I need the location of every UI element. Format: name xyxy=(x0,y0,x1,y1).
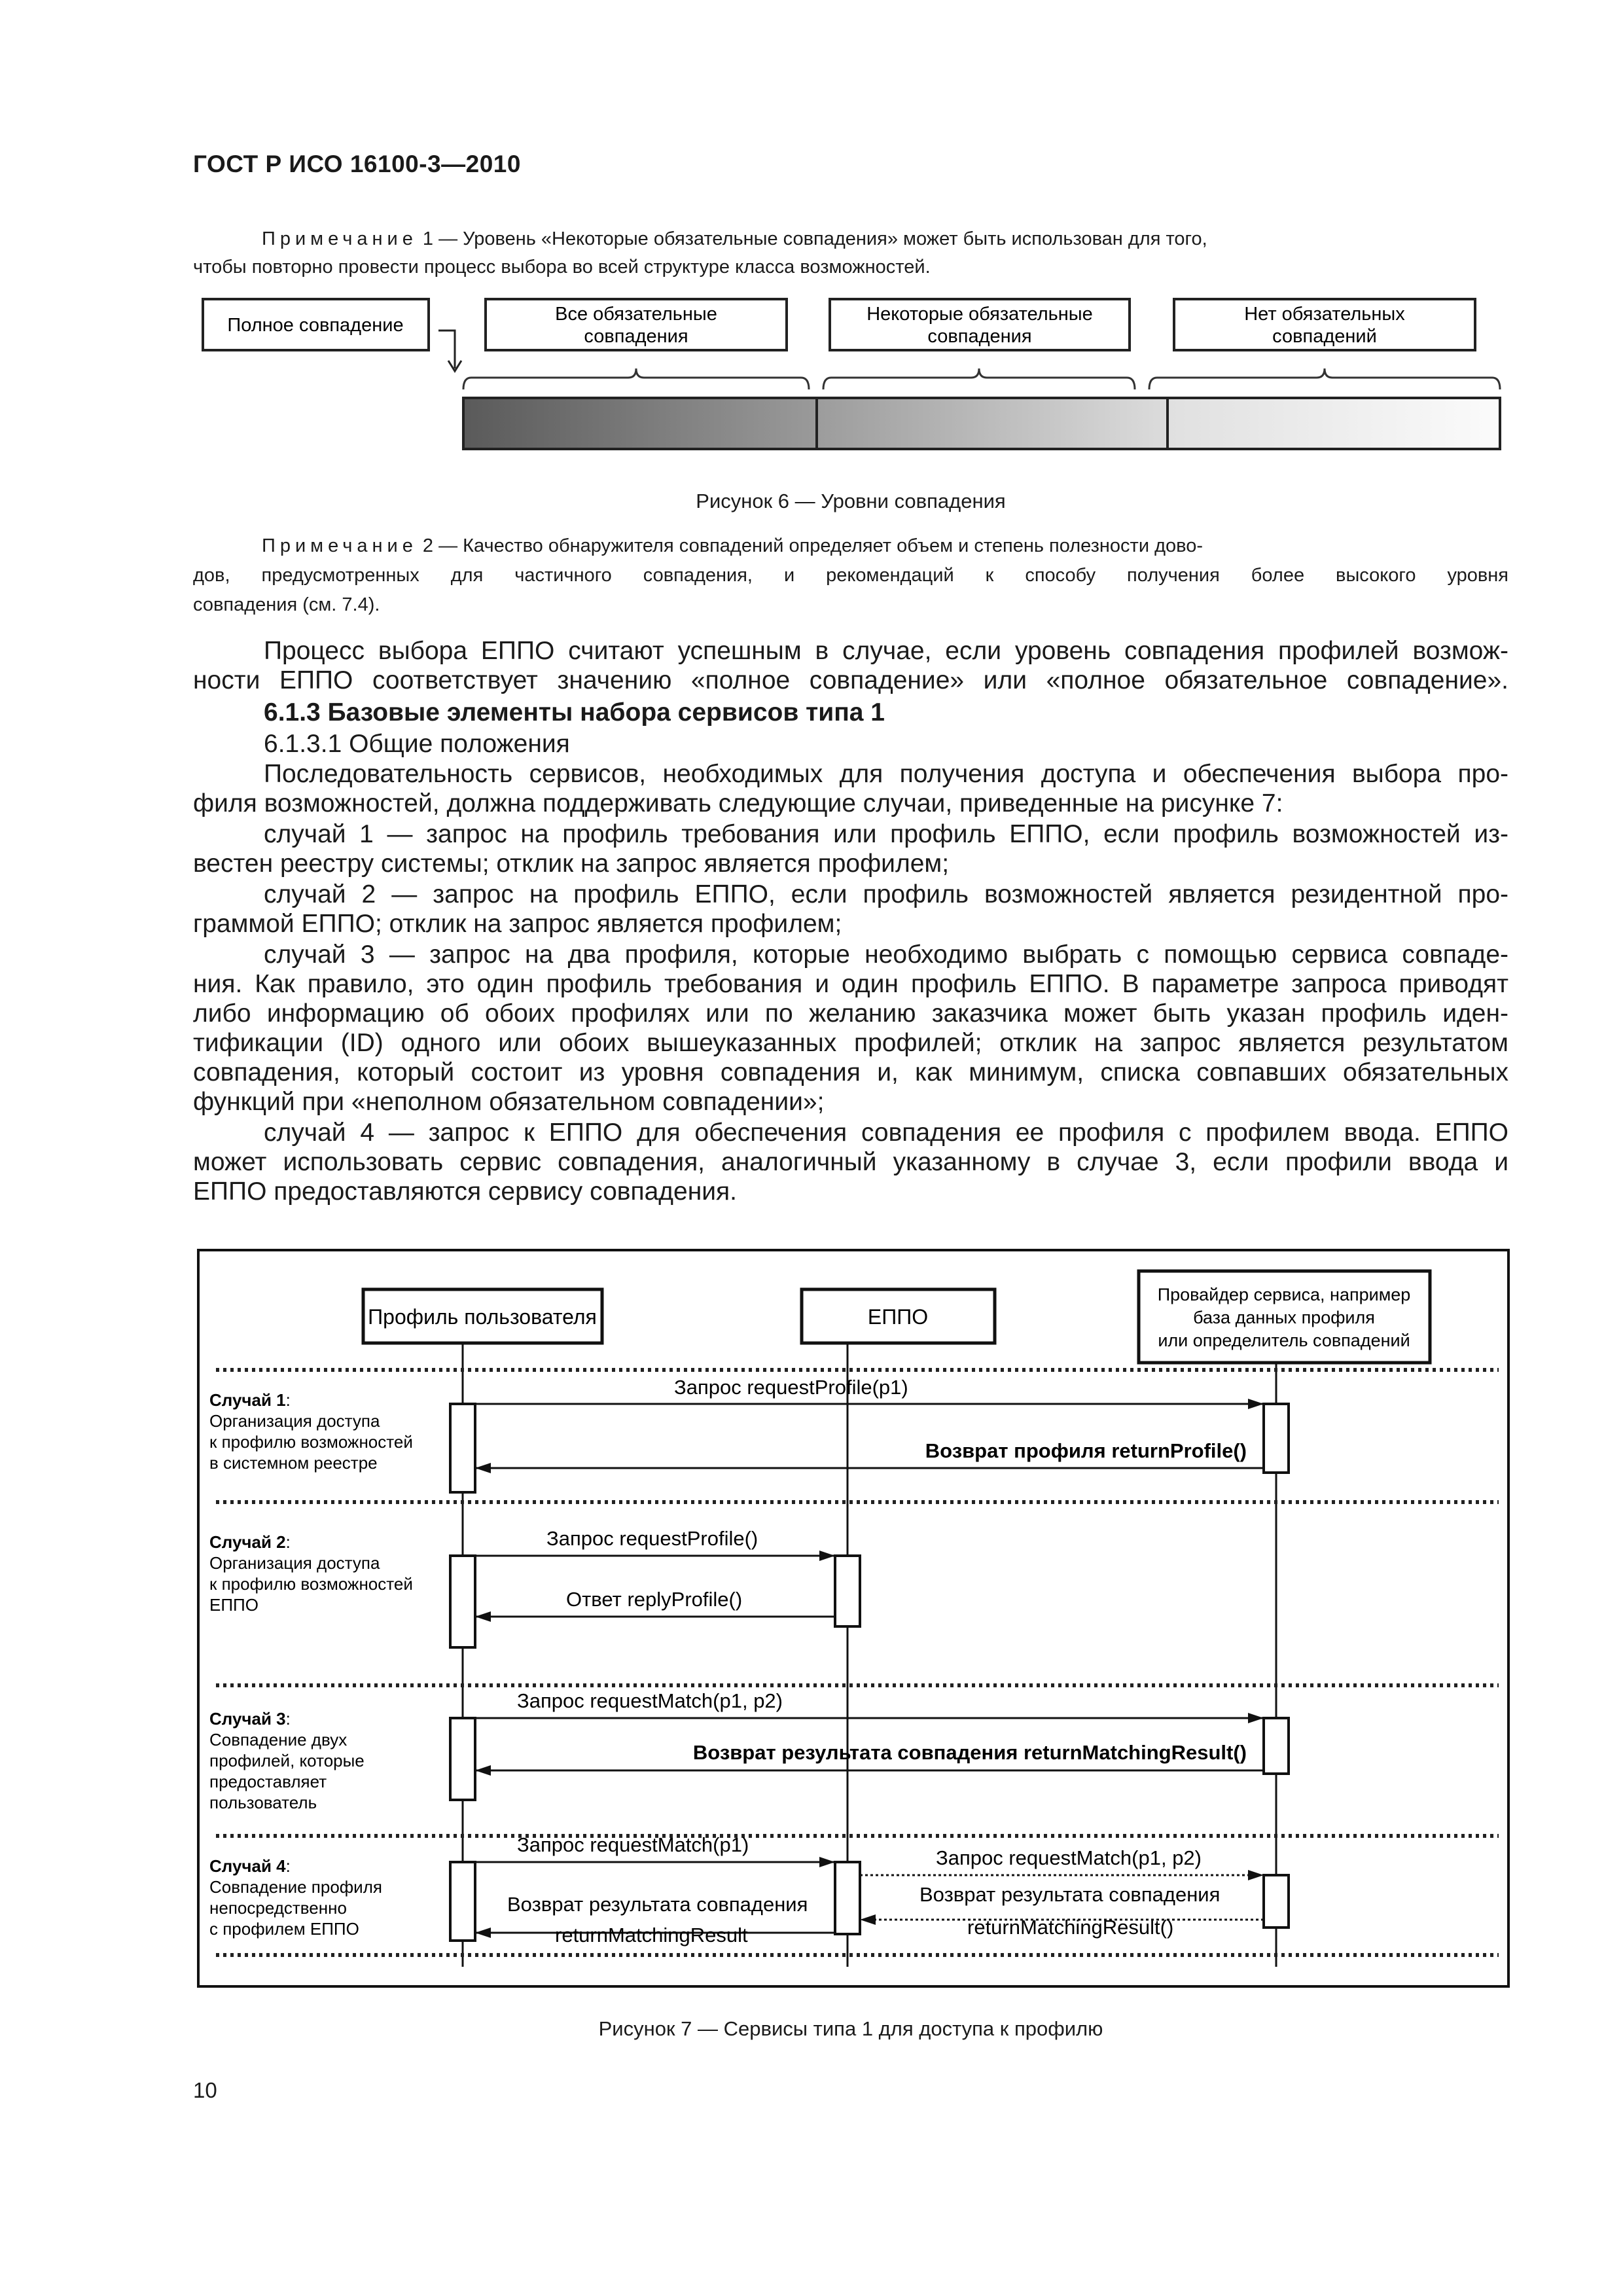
message-label: Ответ replyProfile() xyxy=(566,1588,743,1611)
svg-text:Нет обязательных: Нет обязательных xyxy=(1244,304,1405,325)
para-2-line-2: филя возможностей, должна поддерживать следующие случаи, приведенные на рисунке 7: xyxy=(193,789,1283,817)
case-1-line-2: вестен реестру системы; отклик на запрос является профилем; xyxy=(193,850,950,878)
level-box-all-mandatory xyxy=(486,299,787,350)
para-1-line-2: ности ЕППО соответствует значению «полное совпадение» или «полное обязательное совпадение». xyxy=(193,666,1508,694)
svg-text:Полное совпадение: Полное совпадение xyxy=(227,315,404,336)
note-2-line-2: дов, предусмотренных для частичного совпадения, и рекомендаций к способу получения более высокого уровня xyxy=(193,565,1508,586)
case-1-line-1: случай 1 — запрос на профиль требования или профиль ЕППО, если профиль возможностей из- xyxy=(264,820,1508,848)
message-label: Запрос requestMatch(p1, p2) xyxy=(517,1689,783,1712)
svg-text:Организация доступа: Организация доступа xyxy=(209,1411,380,1431)
figure-7-sequence-diagram xyxy=(193,1247,1515,1993)
svg-text:ЕППО: ЕППО xyxy=(867,1305,929,1329)
note-label: Примечание xyxy=(262,228,418,249)
activation-user-case-3 xyxy=(450,1718,475,1800)
figure-7-caption: Рисунок 7 — Сервисы типа 1 для доступа к профилю xyxy=(598,2017,1103,2040)
case-3-line-3: либо информацию об обоих профилях или по желанию заказчика может быть указан профиль иден- xyxy=(193,999,1508,1028)
activation-user-case-1 xyxy=(450,1404,475,1492)
subsection-heading: 6.1.3.1 Общие положения xyxy=(264,730,570,758)
activation-provider-case-1 xyxy=(1264,1404,1289,1473)
level-box-some-mandatory xyxy=(830,299,1130,350)
message-label: Запрос requestProfile() xyxy=(546,1527,758,1550)
message-label: Возврат результата совпадения returnMatchingResult() xyxy=(692,1741,1247,1764)
svg-text:в системном реестре: в системном реестре xyxy=(209,1453,378,1473)
figure-6-caption: Рисунок 6 — Уровни совпадения xyxy=(696,490,1006,512)
activation-eppo-case-4 xyxy=(835,1862,860,1934)
case-3-line-2: ния. Как правило, это один профиль требования и один профиль ЕППО. В параметре запроса приводят xyxy=(193,970,1508,998)
activation-eppo-case-2 xyxy=(835,1556,860,1626)
braces xyxy=(463,368,1500,389)
svg-text:к профилю возможностей: к профилю возможностей xyxy=(209,1574,413,1594)
activation-provider-case-3 xyxy=(1264,1718,1289,1774)
message-label: returnMatchingResult xyxy=(555,1924,748,1946)
note-2-line-3: совпадения (см. 7.4). xyxy=(193,594,380,615)
svg-text:пользователь: пользователь xyxy=(209,1793,317,1812)
message-label: Возврат результата совпадения xyxy=(919,1883,1221,1906)
page-header: ГОСТ Р ИСО 16100-3—2010 xyxy=(193,151,521,177)
page-number: 10 xyxy=(193,2078,217,2102)
arrow-connector xyxy=(438,331,455,368)
svg-text:Случай 1:: Случай 1: xyxy=(209,1390,291,1410)
svg-text:Случай 3:: Случай 3: xyxy=(209,1709,291,1729)
actor-service-provider xyxy=(1139,1271,1430,1363)
svg-text:Совпадение профиля: Совпадение профиля xyxy=(209,1877,382,1897)
activation-user-case-4 xyxy=(450,1862,475,1941)
message-label: Возврат профиля returnProfile() xyxy=(925,1439,1247,1462)
message-label: Запрос requestProfile(p1) xyxy=(674,1376,908,1399)
case-3-line-4: тификации (ID) одного или обоих вышеуказанных профилей; отклик на запрос является результатом xyxy=(193,1029,1508,1057)
svg-text:с профилем ЕППО: с профилем ЕППО xyxy=(209,1919,359,1939)
case-2-line-2: граммой ЕППО; отклик на запрос является профилем; xyxy=(193,910,842,938)
note-1-line-2: чтобы повторно провести процесс выбора во всей структуре класса возможностей. xyxy=(193,257,931,278)
svg-text:или определитель совпадений: или определитель совпадений xyxy=(1158,1331,1410,1350)
para-1-line-1: Процесс выбора ЕППО считают успешным в случае, если уровень совпадения профилей возмож- xyxy=(264,637,1508,665)
svg-text:совпадения: совпадения xyxy=(927,326,1032,347)
case-4-line-3: ЕППО предоставляются сервису совпадения. xyxy=(193,1177,738,1206)
svg-text:Профиль пользователя: Профиль пользователя xyxy=(368,1305,597,1329)
svg-text:Случай 4:: Случай 4: xyxy=(209,1856,291,1876)
level-box-full-match xyxy=(203,299,429,350)
case-2-line-1: случай 2 — запрос на профиль ЕППО, если профиль возможностей является резидентной про- xyxy=(264,880,1508,908)
svg-text:Организация доступа: Организация доступа xyxy=(209,1553,380,1573)
message-label: Возврат результата совпадения xyxy=(507,1893,808,1916)
activation-provider-case-4 xyxy=(1264,1875,1289,1928)
case-3-line-6: функций при «неполном обязательном совпадении»; xyxy=(193,1088,825,1116)
svg-text:совпадений: совпадений xyxy=(1272,326,1377,347)
message-label: Запрос requestMatch(p1, p2) xyxy=(936,1846,1202,1869)
svg-text:совпадения: совпадения xyxy=(584,326,688,347)
case-3-line-5: совпадения, который состоит из уровня совпадения и, как минимум, списка совпавших обязательных xyxy=(193,1058,1508,1086)
svg-text:база данных профиля: база данных профиля xyxy=(1193,1308,1375,1327)
svg-text:ЕППО: ЕППО xyxy=(209,1595,259,1615)
svg-text:Совпадение двух: Совпадение двух xyxy=(209,1730,348,1749)
svg-text:Некоторые обязательные: Некоторые обязательные xyxy=(866,304,1093,325)
svg-text:профилей, которые: профилей, которые xyxy=(209,1751,365,1770)
case-4-line-2: может использовать сервис совпадения, аналогичный указанному в случае 3, если профили ввода и xyxy=(193,1148,1508,1176)
case-4-line-1: случай 4 — запрос к ЕППО для обеспечения совпадения ее профиля с профилем ввода. ЕППО xyxy=(264,1119,1508,1147)
svg-text:Случай 2:: Случай 2: xyxy=(209,1532,291,1552)
case-3-line-1: случай 3 — запрос на два профиля, которые необходимо выбрать с помощью сервиса совпаде- xyxy=(264,941,1508,969)
gradient-segment-3 xyxy=(1168,398,1500,449)
note-label: Примечание xyxy=(262,535,418,556)
svg-text:непосредственно: непосредственно xyxy=(209,1898,347,1918)
svg-text:к профилю возможностей: к профилю возможностей xyxy=(209,1432,413,1452)
actor-eppo xyxy=(802,1289,995,1343)
note-2-line-1: Примечание 2 — Качество обнаружителя совпадений определяет объем и степень полезности дово- xyxy=(262,535,1204,556)
figure-6 xyxy=(196,291,1505,461)
gradient-segment-2 xyxy=(817,398,1168,449)
svg-text:Провайдер сервиса, например: Провайдер сервиса, например xyxy=(1157,1285,1411,1304)
message-label: returnMatchingResult() xyxy=(967,1916,1174,1939)
section-heading: 6.1.3 Базовые элементы набора сервисов типа 1 xyxy=(264,698,885,726)
svg-text:Все обязательные: Все обязательные xyxy=(555,304,717,325)
svg-text:предоставляет: предоставляет xyxy=(209,1772,327,1791)
activation-user-case-2 xyxy=(450,1556,475,1647)
message-label: Запрос requestMatch(p1) xyxy=(517,1833,749,1856)
actor-user-profile xyxy=(363,1289,602,1343)
gradient-segment-1 xyxy=(463,398,817,449)
level-box-no-mandatory xyxy=(1174,299,1475,350)
note-1-line-1: Примечание 1 — Уровень «Некоторые обязательные совпадения» может быть использован для того, xyxy=(262,228,1207,249)
para-2-line-1: Последовательность сервисов, необходимых для получения доступа и обеспечения выбора про- xyxy=(264,760,1508,788)
